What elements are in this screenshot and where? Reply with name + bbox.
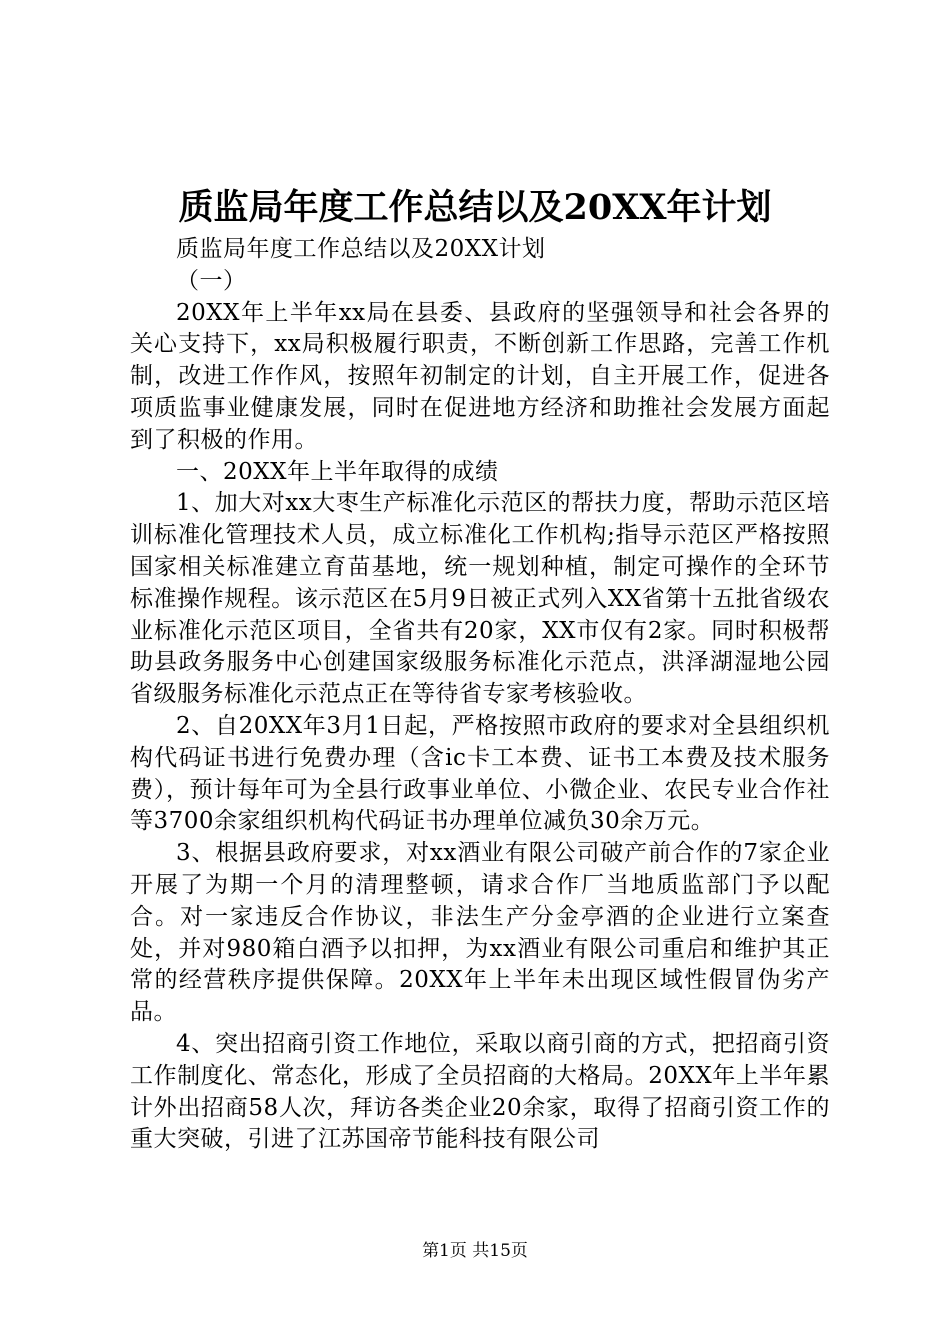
document-body bbox=[130, 234, 830, 1156]
page-number-footer: 第1页 共15页 bbox=[422, 1241, 528, 1261]
paragraph-item-2: 2、自20XX年3月1日起，严格按照市政府的要求对全县组织机构代码证书进行免费办理（含ic卡工本费、证书工本费及技术服务费），预计每年可为全县行政事业单位、小微企业、农民专业合作社等3700余家组织机构代码证书办理单位减负30余万元。 bbox=[130, 712, 830, 835]
paragraph-intro: 20XX年上半年xx局在县委、县政府的坚强领导和社会各界的关心支持下，xx局积极履行职责，不断创新工作思路，完善工作机制，改进工作作风，按照年初制定的计划，自主开展工作，促进各项质监事业健康发展，同时在促进地方经济和助推社会发展方面起到了积极的作用。 bbox=[130, 299, 830, 453]
document-title: 质监局年度工作总结以及20XX年计划 bbox=[178, 187, 772, 228]
section-heading: 一、20XX年上半年取得的成绩 bbox=[176, 458, 499, 485]
paragraph-item-4: 4、突出招商引资工作地位，采取以商引商的方式，把招商引资工作制度化、常态化，形成了全员招商的大格局。20XX年上半年累计外出招商58人次，拜访各类企业20余家，取得了招商引资工作的重大突破，引进了江苏国帝节能科技有限公司 bbox=[130, 1030, 830, 1153]
paragraph-item-3: 3、根据县政府要求，对xx酒业有限公司破产前合作的7家企业开展了为期一个月的清理整顿，请求合作厂当地质监部门予以配合。对一家违反合作协议，非法生产分金亭酒的企业进行立案查处，并对980箱白酒予以扣押，为xx酒业有限公司重启和维护其正常的经营秩序提供保障。20XX年上半年未出现区域性假冒伪劣产品。 bbox=[130, 840, 830, 1026]
paragraph-item-1: 1、加大对xx大枣生产标准化示范区的帮扶力度，帮助示范区培训标准化管理技术人员，成立标准化工作机构;指导示范区严格按照国家相关标准建立育苗基地，统一规划种植，制定可操作的全环节标准操作规程。该示范区在5月9日被正式列入XX省第十五批省级农业标准化示范区项目，全省共有20家，XX市仅有2家。同时积极帮助县政务服务中心创建国家级服务标准化示范点，洪泽湖湿地公园省级服务标准化示范点正在等待省专家考核验收。 bbox=[130, 490, 830, 708]
document-subtitle: 质监局年度工作总结以及20XX计划 bbox=[176, 236, 546, 262]
section-marker: （一） bbox=[176, 267, 247, 294]
